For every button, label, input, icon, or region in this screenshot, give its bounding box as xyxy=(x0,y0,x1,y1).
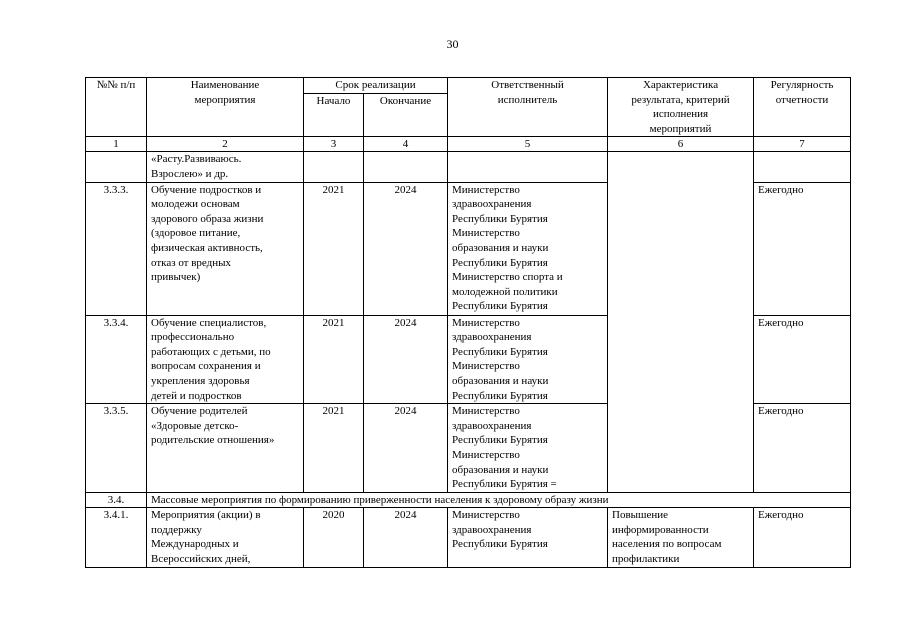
cell-start: 2020 xyxy=(304,508,364,567)
cell-responsible xyxy=(448,152,608,182)
column-number: 2 xyxy=(147,137,304,152)
header-result: Характеристика результата, критерий исполнения мероприятий xyxy=(608,78,754,137)
cell-num: 3.3.3. xyxy=(86,182,147,315)
cell-start: 2021 xyxy=(304,404,364,493)
column-number: 3 xyxy=(304,137,364,152)
cell-start: 2021 xyxy=(304,315,364,404)
cell-regularity: Ежегодно xyxy=(754,315,851,404)
cell-responsible: Министерство здравоохранения Республики Бурятия xyxy=(448,508,608,567)
cell-end: 2024 xyxy=(364,508,448,567)
section-title: Массовые мероприятия по формированию приверженности населения к здоровому образу жизни xyxy=(147,492,851,508)
cell-num xyxy=(86,152,147,182)
column-number: 6 xyxy=(608,137,754,152)
cell-num: 3.4. xyxy=(86,492,147,508)
header-period: Срок реализации xyxy=(304,78,448,94)
header-row xyxy=(86,78,851,94)
header-name: Наименование мероприятия xyxy=(147,78,304,137)
cell-regularity xyxy=(754,152,851,182)
header-responsible: Ответственный исполнитель xyxy=(448,78,608,137)
cell-end: 2024 xyxy=(364,182,448,315)
cell-regularity: Ежегодно xyxy=(754,508,851,567)
cell-regularity: Ежегодно xyxy=(754,404,851,493)
cell-num: 3.3.4. xyxy=(86,315,147,404)
cell-end xyxy=(364,152,448,182)
header-num: №№ п/п xyxy=(86,78,147,137)
cell-end: 2024 xyxy=(364,315,448,404)
cell-num: 3.3.5. xyxy=(86,404,147,493)
cell-name: Обучение специалистов, профессионально работающих с детьми, по вопросам сохранения и укрепления здоровья детей и подростков xyxy=(147,315,304,404)
cell-end: 2024 xyxy=(364,404,448,493)
header-regularity: Регулярность отчетности xyxy=(754,78,851,137)
cell-name: Обучение родителей «Здоровые детско- родительские отношения» xyxy=(147,404,304,493)
cell-name: Мероприятия (акции) в поддержку Международных и Всероссийских дней, xyxy=(147,508,304,567)
cell-responsible: Министерство здравоохранения Республики Бурятия Министерство образования и науки Республики Бурятия xyxy=(448,315,608,404)
cell-name: «Расту.Развиваюсь. Взрослею» и др. xyxy=(147,152,304,182)
cell-start xyxy=(304,152,364,182)
cell-num: 3.4.1. xyxy=(86,508,147,567)
column-number: 1 xyxy=(86,137,147,152)
header-end: Окончание xyxy=(364,94,448,137)
header-start: Начало xyxy=(304,94,364,137)
cell-regularity: Ежегодно xyxy=(754,182,851,315)
cell-responsible: Министерство здравоохранения Республики Бурятия Министерство образования и науки Республики Бурятия Министерство спорта и молодежной политики Республики Бурятия xyxy=(448,182,608,315)
cell-result-merged xyxy=(608,152,754,492)
column-number: 7 xyxy=(754,137,851,152)
table-row xyxy=(86,152,851,182)
cell-result: Повышение информированности населения по вопросам профилактики xyxy=(608,508,754,567)
cell-name: Обучение подростков и молодежи основам здорового образа жизни (здоровое питание, физическая активность, отказ от вредных привычек) xyxy=(147,182,304,315)
page-number: 30 xyxy=(446,37,459,51)
section-row xyxy=(86,492,851,508)
column-number: 5 xyxy=(448,137,608,152)
cell-start: 2021 xyxy=(304,182,364,315)
column-numbers-row xyxy=(86,137,851,152)
measures-table xyxy=(85,77,851,568)
cell-responsible: Министерство здравоохранения Республики Бурятия Министерство образования и науки Республики Бурятия = xyxy=(448,404,608,493)
table-row xyxy=(86,508,851,567)
column-number: 4 xyxy=(364,137,448,152)
